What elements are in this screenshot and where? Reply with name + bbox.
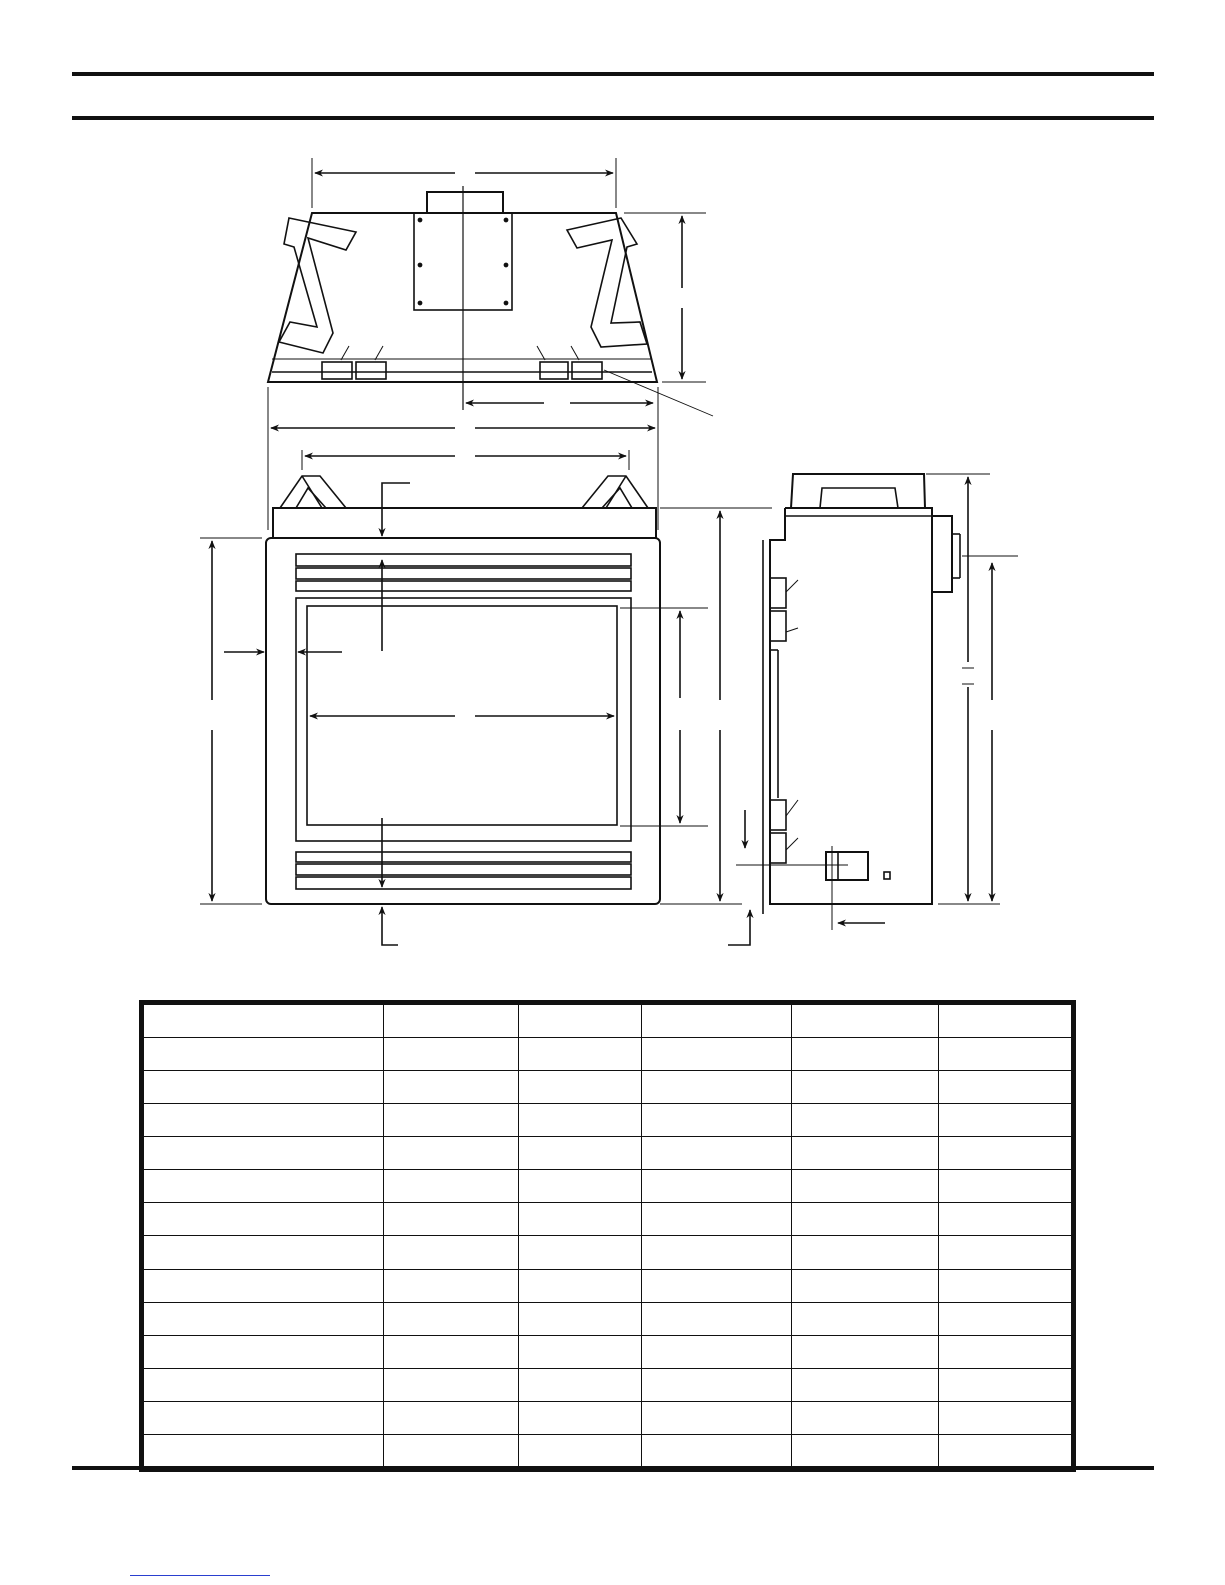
table-cell — [384, 1401, 519, 1434]
table-cell — [384, 1137, 519, 1170]
table-cell — [384, 1104, 519, 1137]
table-cell — [792, 1401, 939, 1434]
table-cell — [939, 1236, 1072, 1269]
table-cell — [519, 1335, 642, 1368]
table-cell — [144, 1071, 384, 1104]
table-cell — [519, 1104, 642, 1137]
table-cell — [792, 1203, 939, 1236]
table-cell — [939, 1038, 1072, 1071]
table-cell — [519, 1038, 642, 1071]
front-view — [200, 450, 772, 945]
table-cell — [642, 1038, 792, 1071]
table-row — [144, 1269, 1072, 1302]
table-cell — [384, 1236, 519, 1269]
table-cell — [939, 1302, 1072, 1335]
table-cell — [939, 1203, 1072, 1236]
table-cell — [519, 1269, 642, 1302]
table-cell — [144, 1335, 384, 1368]
table-cell — [642, 1104, 792, 1137]
table-cell — [939, 1005, 1072, 1038]
table-cell — [384, 1335, 519, 1368]
table-cell — [519, 1434, 642, 1467]
table-cell — [519, 1236, 642, 1269]
table-cell — [792, 1269, 939, 1302]
table-cell — [144, 1170, 384, 1203]
table-cell — [642, 1170, 792, 1203]
table-row — [144, 1302, 1072, 1335]
table-cell — [144, 1038, 384, 1071]
table-row — [144, 1038, 1072, 1071]
table-cell — [144, 1434, 384, 1467]
table-cell — [519, 1401, 642, 1434]
specifications-table — [139, 1000, 1076, 1472]
table-row — [144, 1368, 1072, 1401]
table-cell — [519, 1137, 642, 1170]
table-cell — [384, 1203, 519, 1236]
table-cell — [384, 1005, 519, 1038]
dimension-table — [143, 1004, 1072, 1468]
top-view — [268, 158, 713, 530]
table-cell — [144, 1203, 384, 1236]
side-view — [736, 474, 1018, 930]
table-cell — [792, 1104, 939, 1137]
table-cell — [519, 1368, 642, 1401]
table-cell — [792, 1038, 939, 1071]
table-cell — [519, 1170, 642, 1203]
table-cell — [519, 1071, 642, 1104]
table-header-row — [144, 1005, 1072, 1038]
table-cell — [384, 1170, 519, 1203]
table-row — [144, 1170, 1072, 1203]
table-row — [144, 1335, 1072, 1368]
table-cell — [792, 1236, 939, 1269]
table-cell — [144, 1401, 384, 1434]
table-cell — [144, 1368, 384, 1401]
table-cell — [792, 1137, 939, 1170]
table-cell — [144, 1137, 384, 1170]
table-cell — [939, 1368, 1072, 1401]
table-cell — [519, 1005, 642, 1038]
table-cell — [792, 1005, 939, 1038]
table-cell — [384, 1302, 519, 1335]
table-cell — [792, 1170, 939, 1203]
table-cell — [642, 1203, 792, 1236]
table-cell — [144, 1236, 384, 1269]
table-cell — [939, 1335, 1072, 1368]
table-cell — [792, 1071, 939, 1104]
table-cell — [384, 1038, 519, 1071]
table-row — [144, 1137, 1072, 1170]
table-cell — [642, 1137, 792, 1170]
table-cell — [519, 1302, 642, 1335]
footer-link[interactable] — [130, 1575, 270, 1576]
table-cell — [792, 1335, 939, 1368]
table-row — [144, 1401, 1072, 1434]
table-cell — [792, 1368, 939, 1401]
table-cell — [642, 1335, 792, 1368]
table-cell — [642, 1005, 792, 1038]
table-cell — [144, 1005, 384, 1038]
table-cell — [642, 1434, 792, 1467]
table-cell — [642, 1368, 792, 1401]
table-row — [144, 1203, 1072, 1236]
table-cell — [792, 1434, 939, 1467]
table-row — [144, 1236, 1072, 1269]
table-cell — [939, 1104, 1072, 1137]
table-cell — [384, 1434, 519, 1467]
table-cell — [642, 1269, 792, 1302]
table-cell — [939, 1071, 1072, 1104]
table-cell — [642, 1071, 792, 1104]
table-cell — [642, 1236, 792, 1269]
bottom-rule — [72, 1466, 1154, 1470]
table-cell — [144, 1104, 384, 1137]
table-cell — [519, 1203, 642, 1236]
table-row — [144, 1104, 1072, 1137]
table-row — [144, 1071, 1072, 1104]
table-cell — [144, 1302, 384, 1335]
table-cell — [384, 1269, 519, 1302]
table-cell — [939, 1269, 1072, 1302]
table-row — [144, 1434, 1072, 1467]
table-cell — [939, 1401, 1072, 1434]
table-cell — [642, 1302, 792, 1335]
table-cell — [384, 1368, 519, 1401]
table-cell — [144, 1269, 384, 1302]
table-cell — [939, 1434, 1072, 1467]
table-cell — [384, 1071, 519, 1104]
table-cell — [939, 1170, 1072, 1203]
table-cell — [792, 1302, 939, 1335]
table-cell — [939, 1137, 1072, 1170]
table-cell — [642, 1401, 792, 1434]
